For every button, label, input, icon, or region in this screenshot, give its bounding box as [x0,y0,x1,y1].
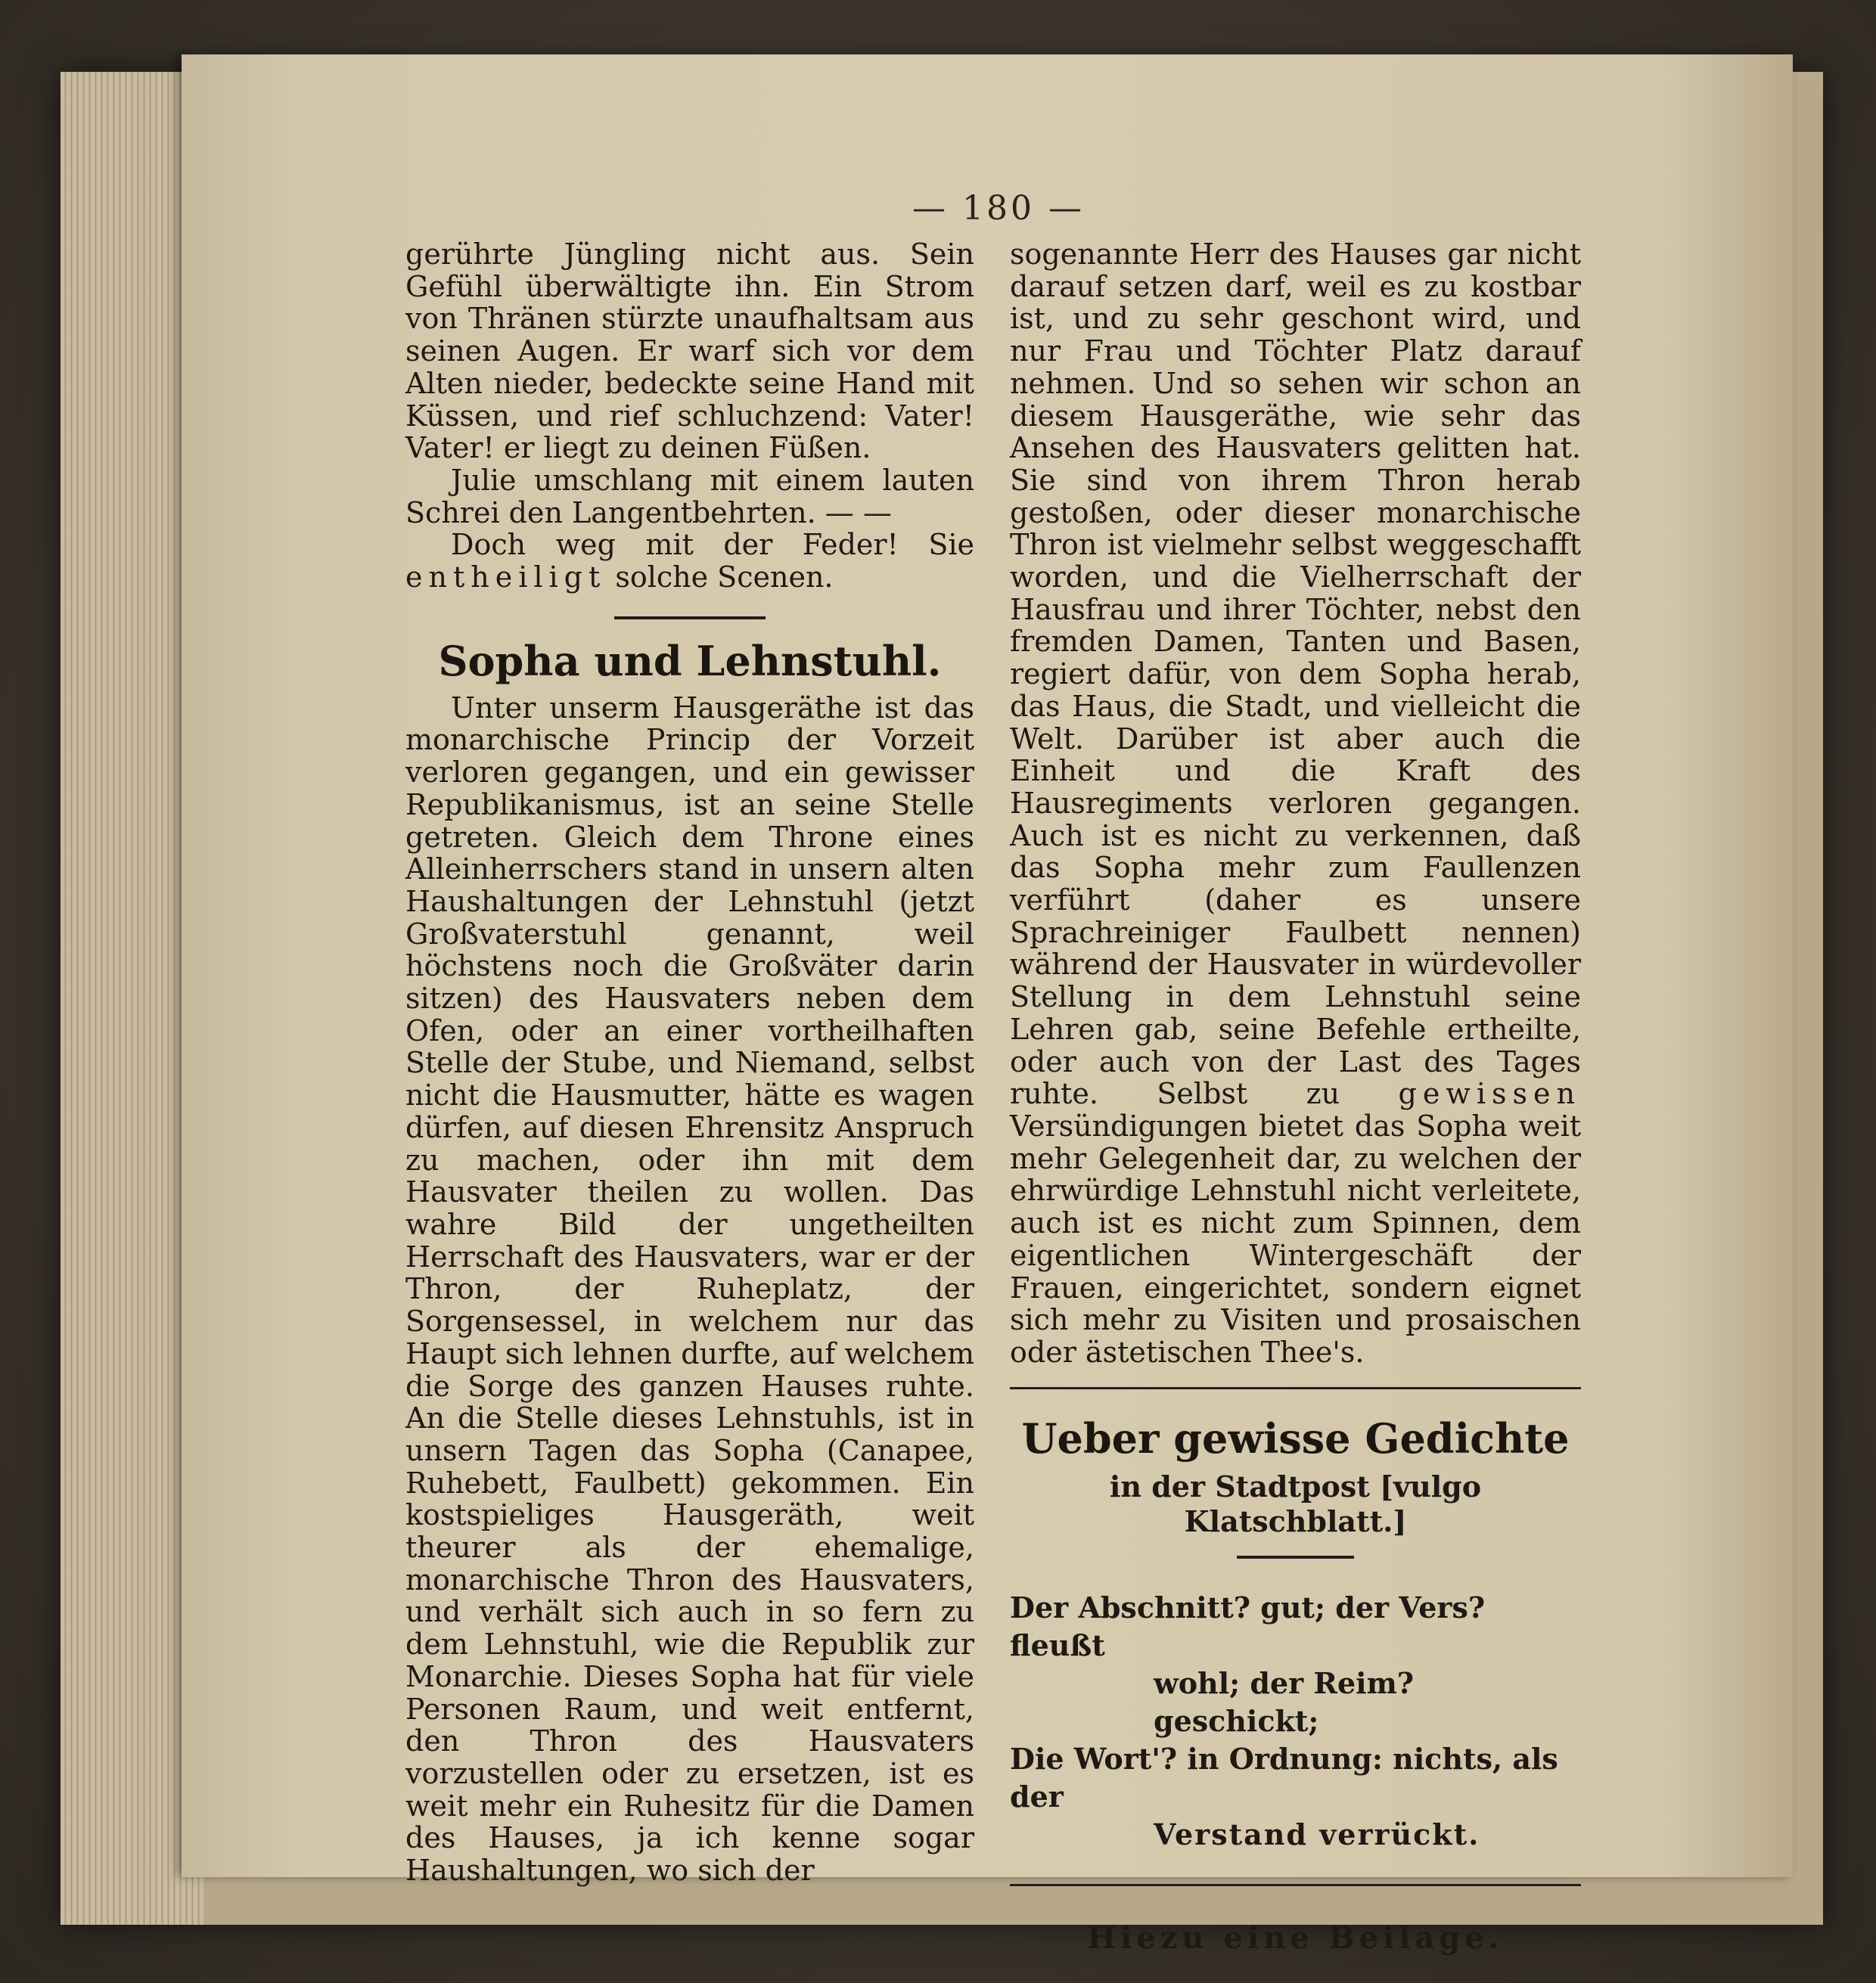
paragraph [1010,238,1581,1369]
paragraph: Unter unserm Hausgeräthe ist das monarchische Princip der Vorzeit verloren gegangen, und ein gewisser Republikanismus, ist an seine Stelle getreten. Gleich dem Throne eines Alleinherrschers stand in unsern alten Haushaltungen der Lehnstuhl (jetzt Großvaterstuhl genannt, weil höchstens noch die Großväter darin sitzen) des Hausvaters neben dem Ofen, oder an einer vortheilhaften Stelle der Stube, und Niemand, selbst nicht die Hausmutter, hätte es wagen dürfen, auf diesen Ehrensitz Anspruch zu machen, oder ihn mit dem Hausvater theilen zu wollen. Das wahre Bild der ungetheilten Herrschaft des Hausvaters, war er der Thron, der Ruheplatz, der Sorgensessel, in welchem nur das Haupt sich lehnen durfte, auf welchem die Sorge des ganzen Hauses ruhte. An die Stelle dieses Lehnstuhls, ist in unsern Tagen das Sopha (Canapee, Ruhebett, Faulbett) gekommen. Ein kostspieliges Hausgeräth, weit theurer als der ehemalige, monarchische Thron des Hausvaters, und verhält sich auch in so fern zu dem Lehnstuhl, wie die Republik zur Monarchie. Dieses Sopha hat für viele Personen Raum, und weit entfernt, den Thron des Hausvaters vorzustellen oder zu ersetzen, ist es weit mehr ein Ruhesitz für die Damen des Hauses, ja ich kenne sogar Haushaltungen, wo sich der [405,690,974,1888]
emphasis-spaced: entheiligt [405,560,607,594]
text-run: sogenannte Herr des Hauses gar nicht darauf setzen darf, weil es zu kostbar ist, und zu sehr geschont wird, und nur Frau und Töchter Platz darauf nehmen. Und so sehen wir schon an diesem Hausgeräthe, wie sehr das Ansehen des Hausvaters gelitten hat. Sie sind von ihrem Thron herab gestoßen, oder dieser monarchische Thron ist vielmehr selbst weggeschafft worden, und die Vielherrschaft der Hausfrau und ihrer Töchter, nebst den fremden Damen, Tanten und Basen, regiert dafür, von dem Sopha herab, das Haus, die Stadt, und vielleicht die Welt. Darüber ist aber auch die Einheit und die Kraft des Hausregiments verloren gegangen. Auch ist es nicht zu verkennen, daß das Sopha mehr zum Faullenzen verführt (daher es unsere Sprachreiniger Faulbett nennen) während der Hausvater in würdevoller Stellung in dem Lehnstuhl seine Lehren gab, seine Befehle ertheilte, oder auch von der Last des Tages ruhte. Selbst zu [1010,237,1581,1111]
paragraph [405,529,974,593]
section-divider [1010,1387,1581,1389]
text-run: Doch weg mit der Feder! Sie [451,528,974,562]
verse-line: wohl; der Reim? geschickt; [1154,1665,1415,1738]
section-divider [1237,1556,1354,1559]
section-divider [1010,1884,1581,1886]
paragraph: gerührte Jüngling nicht aus. Sein Gefühl überwältigte ihn. Ein Strom von Thränen stürzte unaufhaltsam aus seinen Augen. Er warf sich vor dem Alten nieder, bedeckte seine Hand mit Küssen, und rief schluchzend: Vater! Vater! er liegt zu deinen Füßen. [405,237,974,465]
page-number: — 180 — [912,189,1085,228]
right-column [1010,238,1581,1954]
text-run: solche Scenen. [606,560,834,594]
paragraph: Julie umschlang mit einem lauten Schrei den Langentbehrten. — — [405,463,974,529]
supplement-note: Hiezu eine Beilage. [1087,1919,1504,1956]
verse-line: Die Wort'? in Ordnung: nichts, als der [1010,1741,1558,1814]
poem-title: Ueber gewisse Gedichte [1021,1414,1570,1463]
verse-line: Der Abschnitt? gut; der Vers? fleußt [1010,1590,1486,1662]
poem [1010,1589,1581,1854]
verse-line: Verstand verrückt. [1154,1817,1480,1851]
left-column [405,238,974,1887]
text-run: Versündigungen bietet das Sopha weit mehr Gelegenheit dar, zu welchen der ehrwürdige Lehnstuhl nicht verleitete, auch ist es nicht zum Spinnen, dem eigentlichen Wintergeschäft der Frauen, eingerichtet, sondern eignet sich mehr zu Visiten und prosaischen oder ästetischen Thee's. [1010,1109,1581,1369]
emphasis-spaced: gewissen [1398,1077,1581,1111]
section-heading: Sopha und Lehnstuhl. [438,636,942,685]
section-divider [614,616,766,619]
poem-subtitle: in der Stadtpost [vulgo Klatschblatt.] [1109,1469,1482,1538]
